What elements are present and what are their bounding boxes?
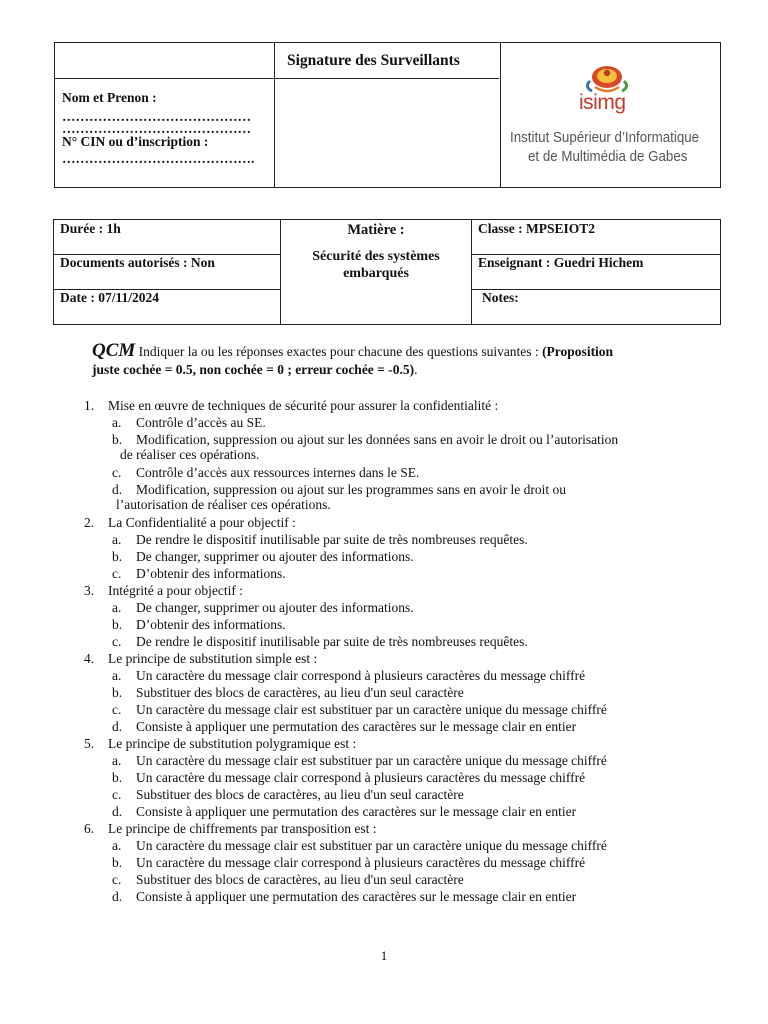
institute-name-line1: Institut Supérieur d’Informatique	[510, 130, 700, 146]
question-text: Intégrité a pour objectif :	[108, 583, 243, 598]
option-letter: b.	[112, 770, 123, 785]
answer-option[interactable]	[112, 633, 528, 650]
nom-dots-1: ……………………………………	[62, 109, 251, 124]
option-text: D’obtenir des informations.	[136, 617, 286, 632]
option-text: Modification, suppression ou ajout sur les programmes sans en avoir le droit ou	[136, 482, 567, 497]
answer-option[interactable]	[112, 414, 266, 431]
question	[84, 397, 498, 414]
option-text-continued: l’autorisation de réaliser ces opérations.	[116, 497, 331, 512]
scoring-line2: juste cochée = 0.5, non cochée = 0 ; erreur cochée = -0.5)	[92, 362, 415, 377]
classe: Classe : MPSEIOT2	[478, 221, 596, 236]
question-text: Le principe de substitution simple est :	[108, 651, 318, 666]
page-number: 1	[380, 948, 388, 963]
answer-option[interactable]	[112, 871, 464, 888]
option-text: Substituer des blocs de caractères, au lieu d'un seul caractère	[136, 872, 464, 887]
option-letter: d.	[112, 804, 123, 819]
option-text: D’obtenir des informations.	[136, 566, 286, 581]
option-letter: c.	[112, 702, 122, 717]
option-letter: c.	[112, 787, 122, 802]
option-letter: a.	[112, 532, 122, 547]
exam-info-table	[53, 219, 721, 325]
answer-option[interactable]	[112, 548, 414, 565]
question-number: 5.	[84, 736, 95, 751]
signature-title: Signature des Surveillants	[287, 52, 460, 69]
option-letter: b.	[112, 549, 123, 564]
option-text: De changer, supprimer ou ajouter des informations.	[136, 600, 414, 615]
answer-option[interactable]	[112, 599, 414, 616]
signature-underline	[275, 78, 499, 79]
question	[84, 582, 243, 599]
answer-option[interactable]	[112, 837, 607, 854]
instructions-period: .	[414, 362, 418, 377]
answer-option[interactable]	[112, 786, 464, 803]
question	[84, 735, 356, 752]
info-divider-right	[471, 220, 472, 324]
option-letter: d.	[112, 482, 123, 497]
option-letter: a.	[112, 668, 122, 683]
answer-option[interactable]	[112, 701, 607, 718]
option-letter: b.	[112, 432, 123, 447]
header-table	[54, 42, 721, 188]
option-text: Substituer des blocs de caractères, au lieu d'un seul caractère	[136, 685, 464, 700]
option-text: De changer, supprimer ou ajouter des informations.	[136, 549, 414, 564]
option-letter: b.	[112, 685, 123, 700]
answer-option[interactable]	[112, 752, 607, 769]
option-text: Un caractère du message clair est substituer par un caractère unique du message chiffré	[136, 838, 607, 853]
option-text: Un caractère du message clair correspond à plusieurs caractères du message chiffré	[136, 855, 586, 870]
cin-dots: …………………………………….	[62, 151, 255, 166]
option-text: De rendre le dispositif inutilisable par suite de très nombreuses requêtes.	[136, 634, 528, 649]
notes-label: Notes:	[482, 290, 519, 305]
option-text: De rendre le dispositif inutilisable par suite de très nombreuses requêtes.	[136, 532, 528, 547]
question	[84, 650, 317, 667]
option-text: Modification, suppression ou ajout sur les données sans en avoir le droit ou l’autorisation	[136, 432, 619, 447]
duree: Durée : 1h	[60, 221, 121, 236]
option-letter: c.	[112, 465, 122, 480]
option-letter: d.	[112, 719, 123, 734]
answer-option[interactable]	[112, 616, 286, 633]
option-text-continued: de réaliser ces opérations.	[120, 447, 260, 462]
question-text: Le principe de chiffrements par transposition est :	[108, 821, 377, 836]
exam-date: Date : 07/11/2024	[60, 290, 159, 305]
answer-option[interactable]	[112, 565, 286, 582]
option-letter: b.	[112, 617, 123, 632]
matiere-label: Matière :	[347, 222, 405, 238]
option-letter: c.	[112, 634, 122, 649]
option-letter: a.	[112, 415, 122, 430]
institute-name-line2: et de Multimédia de Gabes	[528, 149, 688, 165]
answer-option[interactable]	[112, 769, 585, 786]
question	[84, 514, 296, 531]
answer-option[interactable]	[112, 854, 585, 871]
question-text: La Confidentialité a pour objectif :	[108, 515, 296, 530]
option-letter: c.	[112, 872, 122, 887]
option-text: Contrôle d’accès au SE.	[136, 415, 266, 430]
question-number: 1.	[84, 398, 95, 413]
option-text: Un caractère du message clair est substituer par un caractère unique du message chiffré	[136, 702, 607, 717]
option-text: Un caractère du message clair correspond à plusieurs caractères du message chiffré	[136, 770, 586, 785]
option-letter: a.	[112, 600, 122, 615]
enseignant: Enseignant : Guedri Hichem	[478, 255, 644, 270]
answer-option[interactable]	[112, 464, 419, 481]
logo-text: isimg	[579, 91, 626, 114]
question-number: 6.	[84, 821, 95, 836]
header-divider-left	[274, 43, 275, 187]
option-letter: a.	[112, 838, 122, 853]
answer-option[interactable]	[112, 531, 528, 548]
scoring-line1: (Proposition	[542, 344, 614, 359]
option-text: Substituer des blocs de caractères, au lieu d'un seul caractère	[136, 787, 464, 802]
answer-option[interactable]	[112, 803, 576, 820]
option-text: Un caractère du message clair correspond à plusieurs caractères du message chiffré	[136, 668, 586, 683]
nom-label: Nom et Prenon :	[62, 90, 157, 105]
option-letter: a.	[112, 753, 122, 768]
header-divider-right	[500, 43, 501, 187]
question-number: 3.	[84, 583, 95, 598]
question	[84, 820, 377, 837]
qcm-label: QCM	[92, 340, 136, 361]
option-text: Consiste à appliquer une permutation des caractères sur le message clair en entier	[136, 889, 577, 904]
question-text: Le principe de substitution polygramique est :	[108, 736, 357, 751]
documents-autorises: Documents autorisés : Non	[60, 255, 215, 270]
nom-dots-2: ……………………………………	[62, 121, 251, 136]
option-letter: b.	[112, 855, 123, 870]
institute-logo	[573, 61, 643, 123]
header-row-divider	[55, 78, 274, 79]
option-text: Consiste à appliquer une permutation des caractères sur le message clair en entier	[136, 719, 577, 734]
matiere-value: Sécurité des systèmes embarqués	[312, 249, 440, 281]
answer-option[interactable]	[112, 684, 464, 701]
answer-option[interactable]	[112, 888, 576, 905]
option-text: Contrôle d’accès aux ressources internes dans le SE.	[136, 465, 420, 480]
cin-label: N° CIN ou d’inscription :	[62, 134, 209, 149]
instructions	[92, 342, 702, 379]
question-number: 4.	[84, 651, 95, 666]
instructions-text: Indiquer la ou les réponses exactes pour chacune des questions suivantes :	[138, 344, 539, 359]
question-number: 2.	[84, 515, 95, 530]
option-text: Consiste à appliquer une permutation des caractères sur le message clair en entier	[136, 804, 577, 819]
option-text: Un caractère du message clair est substituer par un caractère unique du message chiffré	[136, 753, 607, 768]
option-letter: d.	[112, 889, 123, 904]
answer-option[interactable]	[112, 718, 576, 735]
answer-option[interactable]	[112, 667, 585, 684]
question-text: Mise en œuvre de techniques de sécurité pour assurer la confidentialité :	[108, 398, 499, 413]
option-letter: c.	[112, 566, 122, 581]
